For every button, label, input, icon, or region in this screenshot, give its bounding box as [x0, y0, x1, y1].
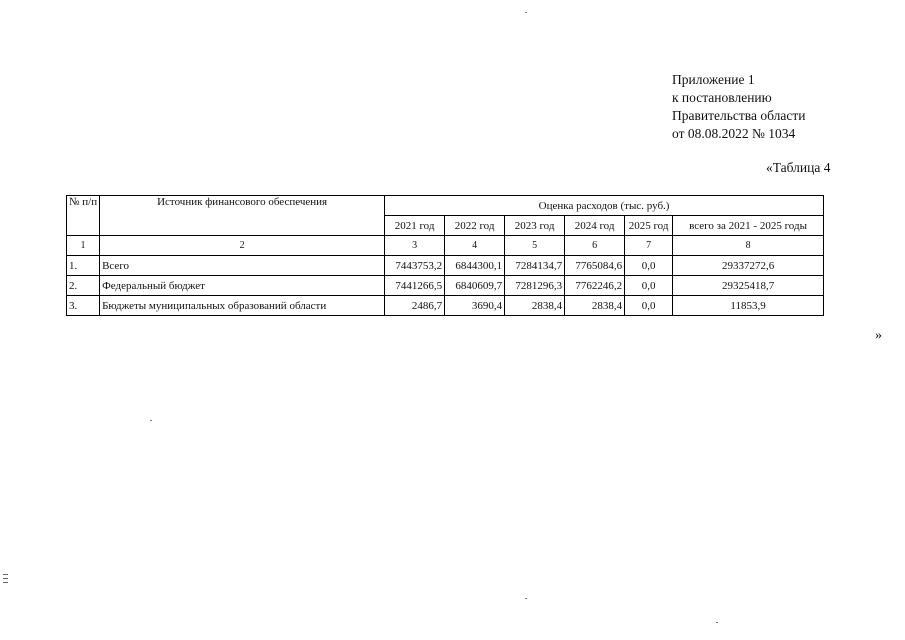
header-year-2021: 2021 год [385, 216, 445, 236]
index-cell: 5 [505, 236, 565, 256]
header-estimate: Оценка расходов (тыс. руб.) [385, 196, 824, 216]
row-value: 7762246,2 [565, 276, 625, 296]
header-source: Источник финансового обеспечения [100, 196, 385, 236]
row-value: 7441266,5 [385, 276, 445, 296]
row-value: 7281296,3 [505, 276, 565, 296]
row-value: 0,0 [625, 296, 673, 316]
row-source: Всего [100, 256, 385, 276]
row-source: Бюджеты муниципальных образований области [100, 296, 385, 316]
table-row [67, 276, 824, 296]
row-value: 6840609,7 [445, 276, 505, 296]
row-value: 7284134,7 [505, 256, 565, 276]
index-cell: 8 [673, 236, 824, 256]
appendix-line-3: Правительства области [672, 108, 806, 123]
row-source: Федеральный бюджет [100, 276, 385, 296]
index-cell: 3 [385, 236, 445, 256]
appendix-line-2: к постановлению [672, 90, 772, 105]
appendix-line-4: от 08.08.2022 № 1034 [672, 126, 796, 141]
row-value: 3690,4 [445, 296, 505, 316]
scan-speck [150, 420, 152, 421]
table-index-row [67, 236, 824, 256]
scan-speck [525, 12, 527, 13]
index-cell: 2 [100, 236, 385, 256]
row-value: 7765084,6 [565, 256, 625, 276]
table-header-row [67, 196, 824, 216]
header-total: всего за 2021 - 2025 годы [673, 216, 824, 236]
margin-ticks [3, 574, 8, 586]
appendix-block [672, 71, 805, 143]
scan-speck [716, 622, 718, 623]
row-value: 6844300,1 [445, 256, 505, 276]
row-value: 2486,7 [385, 296, 445, 316]
row-num: 3. [67, 296, 100, 316]
table-row [67, 296, 824, 316]
row-num: 2. [67, 276, 100, 296]
appendix-line-1: Приложение 1 [672, 72, 755, 87]
row-value: 2838,4 [505, 296, 565, 316]
index-cell: 4 [445, 236, 505, 256]
header-num: № п/п [67, 196, 100, 236]
row-total: 11853,9 [673, 296, 824, 316]
index-cell: 6 [565, 236, 625, 256]
index-cell: 7 [625, 236, 673, 256]
row-value: 2838,4 [565, 296, 625, 316]
table-row [67, 256, 824, 276]
scan-speck [525, 598, 527, 599]
budget-table [66, 195, 824, 316]
row-num: 1. [67, 256, 100, 276]
row-value: 0,0 [625, 256, 673, 276]
row-total: 29325418,7 [673, 276, 824, 296]
index-cell: 1 [67, 236, 100, 256]
row-total: 29337272,6 [673, 256, 824, 276]
table-title: «Таблица 4 [766, 160, 831, 175]
closing-quote: » [875, 328, 882, 343]
header-year-2022: 2022 год [445, 216, 505, 236]
header-year-2025: 2025 год [625, 216, 673, 236]
header-year-2023: 2023 год [505, 216, 565, 236]
header-year-2024: 2024 год [565, 216, 625, 236]
row-value: 0,0 [625, 276, 673, 296]
row-value: 7443753,2 [385, 256, 445, 276]
